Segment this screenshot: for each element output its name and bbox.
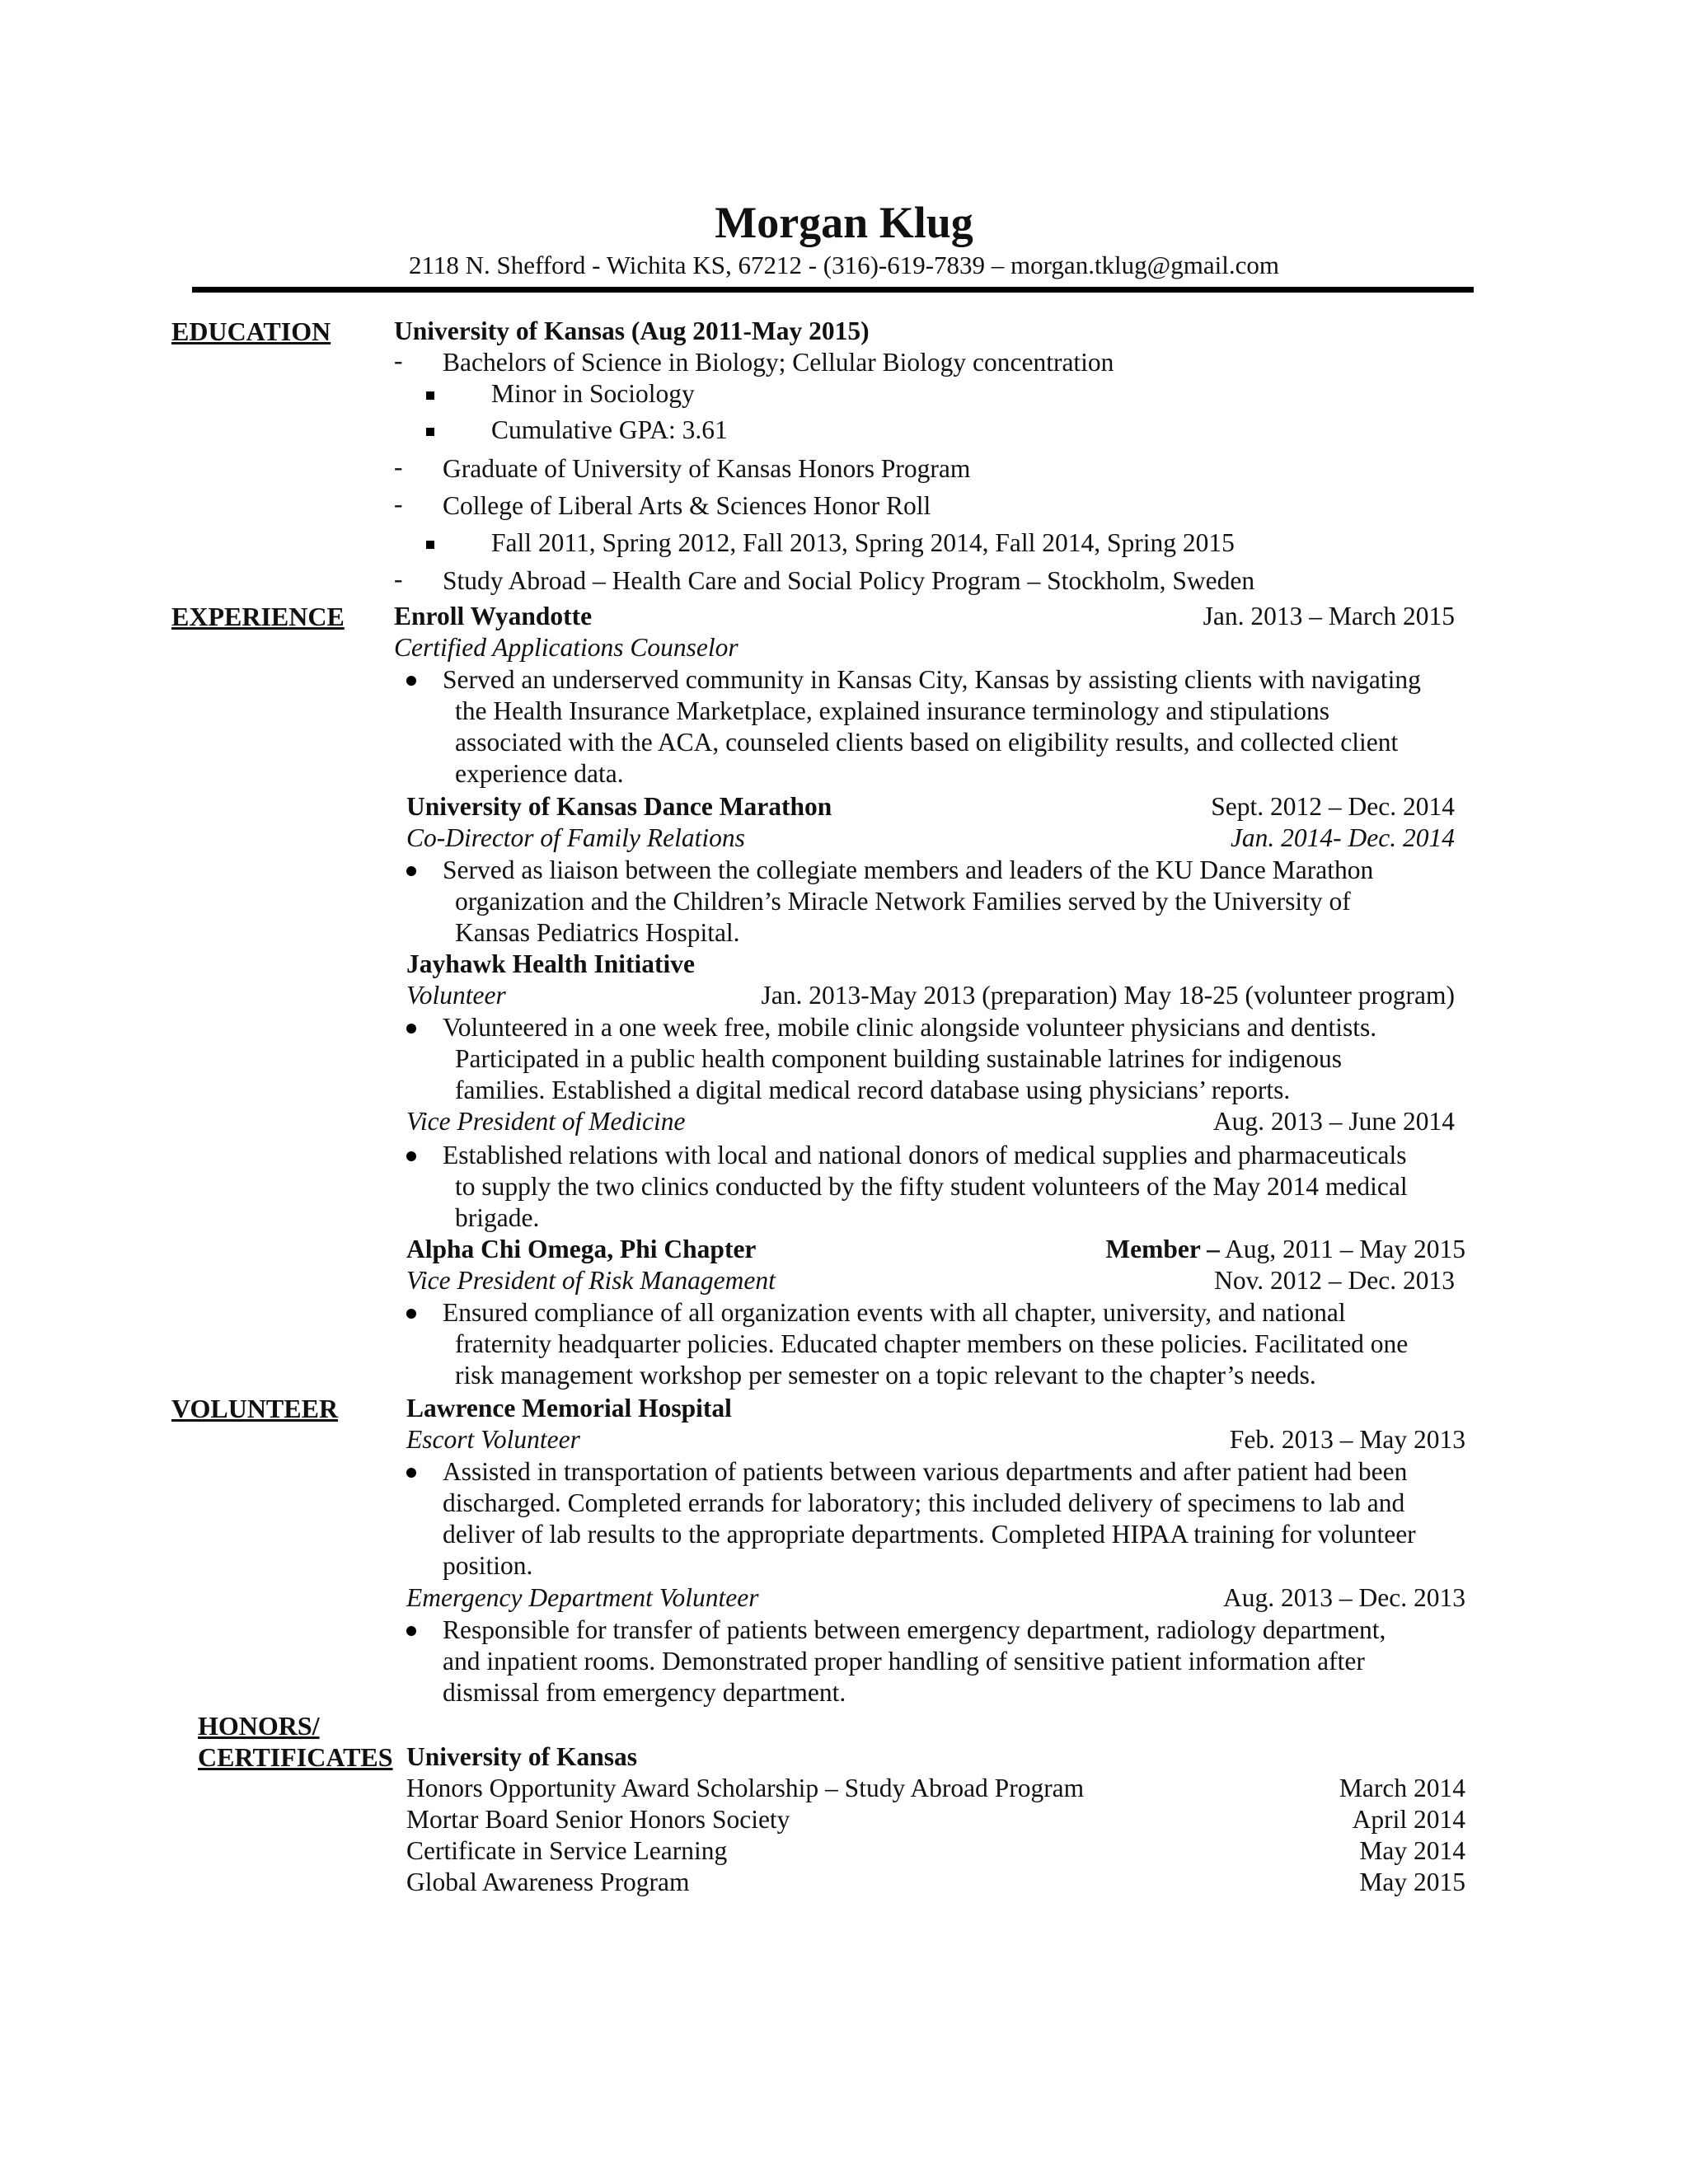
candidate-name: Morgan Klug (715, 198, 973, 247)
bullet-dot (406, 1151, 416, 1165)
honor-name: Certificate in Service Learning (406, 1836, 728, 1865)
experience-desc-line: organization and the Children’s Miracle Network Families served by the University of (455, 887, 1351, 916)
honor-name: Honors Opportunity Award Scholarship – Study Abroad Program (406, 1774, 1085, 1802)
volunteer-desc-line: Responsible for transfer of patients between emergency department, radiology department, (443, 1615, 1386, 1644)
experience-role: Vice President of Medicine (406, 1107, 686, 1136)
experience-desc-line: fraternity headquarter policies. Educated chapter members on these policies. Facilitated one (455, 1329, 1409, 1358)
experience-role-dates: Nov. 2012 – Dec. 2013 (1214, 1266, 1455, 1295)
experience-org: Alpha Chi Omega, Phi Chapter (406, 1235, 757, 1263)
experience-desc-line: brigade. (455, 1203, 540, 1232)
experience-role: Volunteer (406, 981, 506, 1010)
experience-dates: Sept. 2012 – Dec. 2014 (1211, 792, 1455, 821)
volunteer-desc-line: and inpatient rooms. Demonstrated proper handling of sensitive patient information after (443, 1647, 1365, 1675)
contact-line: 2118 N. Shefford - Wichita KS, 67212 - (316)-619-7839 – morgan.tklug@gmail.com (409, 251, 1279, 279)
education-subitem: Fall 2011, Spring 2012, Fall 2013, Spring 2014, Fall 2014, Spring 2015 (491, 528, 1235, 557)
header-rule (192, 287, 1474, 293)
experience-org: Enroll Wyandotte (394, 602, 593, 630)
volunteer-desc-line: deliver of lab results to the appropriate departments. Completed HIPAA training for volunteer (443, 1520, 1416, 1549)
experience-desc-line: Ensured compliance of all organization events with all chapter, university, and national (443, 1298, 1346, 1327)
bullet-dot (406, 1467, 416, 1482)
experience-org: University of Kansas Dance Marathon (406, 792, 832, 821)
section-heading-volunteer: VOLUNTEER (171, 1394, 339, 1423)
education-item: Graduate of University of Kansas Honors Program (443, 454, 971, 483)
experience-desc-line: Participated in a public health component building sustainable latrines for indigenous (455, 1044, 1342, 1073)
volunteer-role-dates: Feb. 2013 – May 2013 (1229, 1425, 1465, 1454)
education-school: University of Kansas (Aug 2011-May 2015) (394, 316, 870, 345)
honor-date: March 2014 (1339, 1774, 1465, 1802)
volunteer-desc-line: dismissal from emergency department. (443, 1678, 846, 1707)
volunteer-role: Escort Volunteer (406, 1425, 580, 1454)
experience-desc-line: risk management workshop per semester on a topic relevant to the chapter’s needs. (455, 1361, 1316, 1390)
bullet-dot (406, 1625, 416, 1640)
square-bullet (426, 425, 434, 440)
experience-desc-line: Served as liaison between the collegiate members and leaders of the KU Dance Marathon (443, 855, 1374, 884)
experience-desc-line: associated with the ACA, counseled clients based on eligibility results, and collected client (455, 728, 1399, 757)
volunteer-desc-line: discharged. Completed errands for laboratory; this included delivery of specimens to lab and (443, 1488, 1405, 1517)
experience-desc-line: experience data. (455, 759, 624, 788)
experience-desc-line: Established relations with local and national donors of medical supplies and pharmaceuticals (443, 1141, 1407, 1169)
bullet-dot (406, 1023, 416, 1038)
experience-role-dates: Jan. 2013-May 2013 (preparation) May 18-25 (volunteer program) (761, 981, 1455, 1010)
education-subitem: Cumulative GPA: 3.61 (491, 415, 728, 444)
member-label: Member – (1105, 1235, 1220, 1263)
experience-role: Certified Applications Counselor (394, 633, 738, 662)
square-bullet (426, 538, 434, 553)
volunteer-desc-line: Assisted in transportation of patients between various departments and after patient had been (443, 1457, 1408, 1486)
experience-desc-line: to supply the two clinics conducted by the fifty student volunteers of the May 2014 medical (455, 1172, 1408, 1201)
education-item: Study Abroad – Health Care and Social Policy Program – Stockholm, Sweden (443, 566, 1255, 595)
dash-bullet: - (394, 452, 403, 481)
experience-role-dates: Jan. 2014- Dec. 2014 (1230, 823, 1455, 852)
experience-role-dates: Aug. 2013 – June 2014 (1212, 1107, 1455, 1136)
experience-desc-line: Kansas Pediatrics Hospital. (455, 918, 740, 947)
honors-org: University of Kansas (406, 1742, 638, 1771)
experience-org: Jayhawk Health Initiative (406, 949, 696, 978)
square-bullet (426, 389, 434, 404)
dash-bullet: - (394, 346, 403, 375)
bullet-dot (406, 675, 416, 690)
section-heading-certificates: CERTIFICATES (198, 1742, 393, 1772)
honor-date: April 2014 (1352, 1805, 1465, 1834)
experience-desc-line: Volunteered in a one week free, mobile clinic alongside volunteer physicians and dentists. (443, 1013, 1377, 1042)
experience-member-dates (1105, 1234, 1465, 1265)
experience-role: Co-Director of Family Relations (406, 823, 745, 852)
member-dates: Aug, 2011 – May 2015 (1225, 1235, 1465, 1263)
volunteer-org: Lawrence Memorial Hospital (406, 1394, 732, 1422)
section-heading-honors: HONORS/ (198, 1711, 320, 1741)
volunteer-role-dates: Aug. 2013 – Dec. 2013 (1223, 1583, 1465, 1612)
experience-role: Vice President of Risk Management (406, 1266, 776, 1295)
honor-name: Mortar Board Senior Honors Society (406, 1805, 790, 1834)
honor-date: May 2014 (1359, 1836, 1465, 1865)
honor-date: May 2015 (1359, 1868, 1465, 1896)
dash-bullet: - (394, 565, 403, 593)
education-item: College of Liberal Arts & Sciences Honor Roll (443, 491, 931, 520)
education-subitem: Minor in Sociology (491, 379, 695, 408)
bullet-dot (406, 1308, 416, 1323)
bullet-dot (406, 865, 416, 880)
education-item: Bachelors of Science in Biology; Cellular Biology concentration (443, 348, 1114, 377)
experience-desc-line: the Health Insurance Marketplace, explained insurance terminology and stipulations (455, 696, 1330, 725)
volunteer-desc-line: position. (443, 1551, 533, 1580)
experience-desc-line: families. Established a digital medical record database using physicians’ reports. (455, 1076, 1291, 1104)
section-heading-experience: EXPERIENCE (171, 602, 345, 631)
section-heading-education: EDUCATION (171, 316, 331, 346)
honor-name: Global Awareness Program (406, 1868, 690, 1896)
dash-bullet: - (394, 490, 403, 518)
experience-desc-line: Served an underserved community in Kansas City, Kansas by assisting clients with navigating (443, 665, 1421, 694)
volunteer-role: Emergency Department Volunteer (406, 1583, 759, 1612)
experience-dates: Jan. 2013 – March 2015 (1203, 602, 1455, 630)
